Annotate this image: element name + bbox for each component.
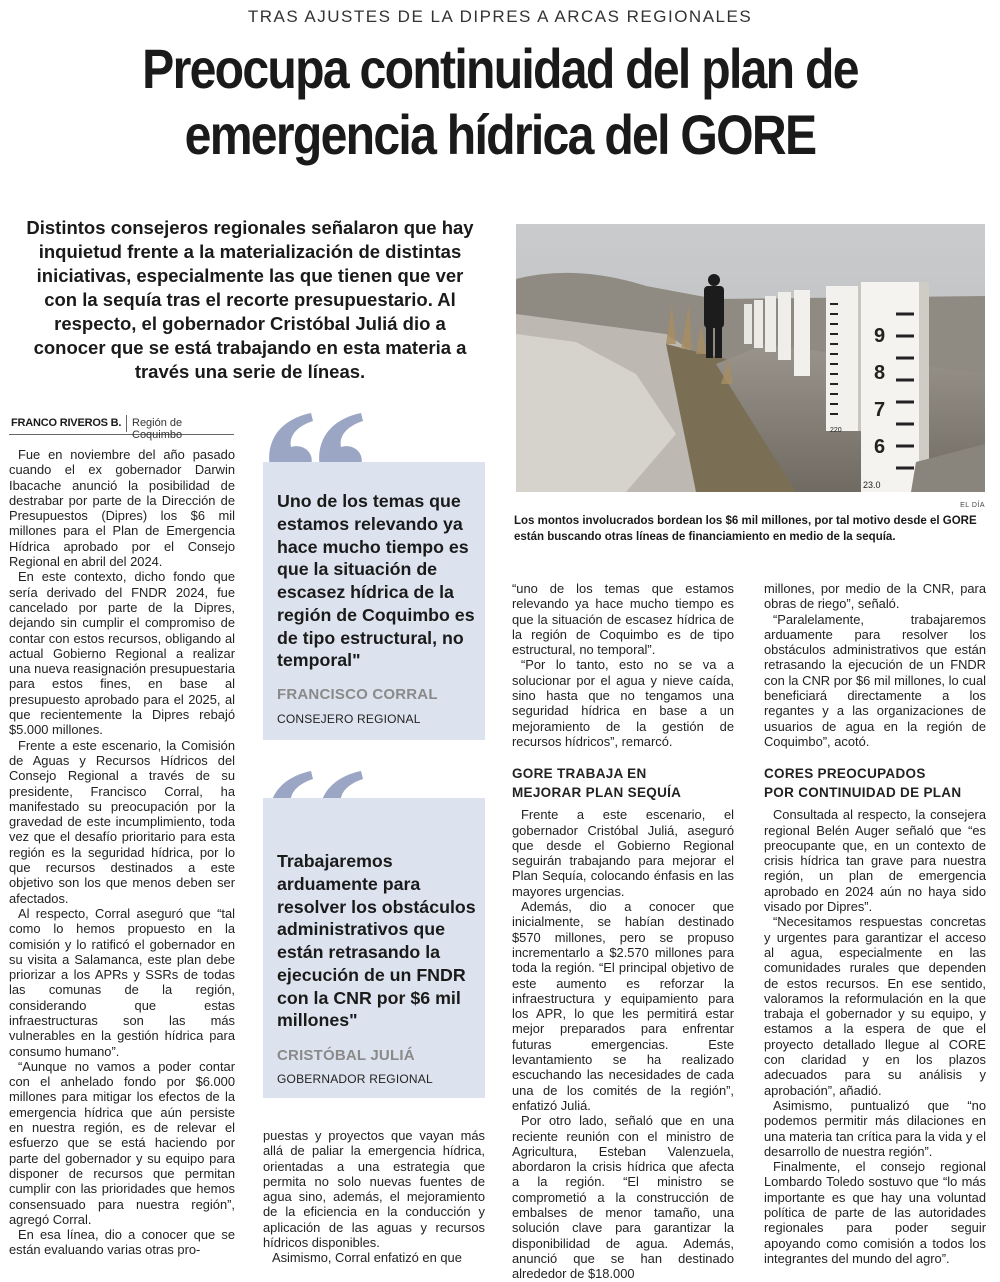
body-column-2	[263, 1128, 485, 1266]
paragraph: Frente a este escenario, el gobernador Cristóbal Juliá, aseguró que desde el Gobierno Regional seguirán trabajando para mejorar el Plan Sequía, colocando énfasis en las mayores urgencias.	[512, 807, 734, 899]
subheading-line: CORES PREOCUPADOS	[764, 766, 926, 782]
pull-quote-1	[263, 462, 485, 740]
gauge-number-9: 9	[874, 325, 886, 347]
photo-credit: EL DÍA	[960, 502, 985, 509]
kicker: TRAS AJUSTES DE LA DIPRES A ARCAS REGIONALES	[247, 7, 753, 26]
pull-quote-role: CONSEJERO REGIONAL	[277, 712, 421, 726]
paragraph: Al respecto, Corral aseguró que “tal como lo hemos propuesto en la comisión y lo ratificó el gobernador en su visita a Salamanca, este plan debe priorizar a los APRs y SSRs de todas las comunas de la región, considerando que estas infraestructuras son las más vulnerables en la gestión hídrica para consumo humano”.	[9, 905, 235, 1059]
paragraph: Por otro lado, señaló que en una reciente reunión con el ministro de Agricultura, Esteban Valenzuela, abordaron la crisis hídrica que afecta a la región. “El ministro se comprometió a la construcción de embalses de menor tamaño, una solución clave para garantizar la disponibilidad de agua. Además, anunció que se han destinado alrededor de $18.000	[512, 1113, 734, 1282]
paragraph: “uno de los temas que estamos relevando ya hace mucho tiempo es que la situación de escasez hídrica de la región de Coquimbo es de tipo estructural, no temporal”.	[512, 581, 734, 658]
byline	[9, 413, 234, 441]
byline-divider	[126, 415, 127, 432]
subheading-cores-preocupados	[764, 764, 986, 802]
pull-quote-role: GOBERNADOR REGIONAL	[277, 1072, 433, 1086]
pull-quote-name: CRISTÓBAL JULIÁ	[277, 1047, 415, 1064]
gauge-label-23: 23.0	[863, 480, 881, 490]
subheading-line: POR CONTINUIDAD DE PLAN	[764, 785, 962, 801]
paragraph: Fue en noviembre del año pasado cuando el ex gobernador Darwin Ibacache anunció la posibilidad de destrabar por parte de la Dirección de Presupuestos (Dipres) los $6 mil millones para el Plan de Emergencia Hídrica aprobado por el Consejo Regional en abril del 2024.	[9, 447, 235, 570]
gauge-number-8: 8	[874, 362, 886, 384]
pull-quote-text: Trabajaremos arduamente para resolver los obstáculos administrativos que están retrasando la ejecución de un FNDR con la CNR por $6 mil millones"	[277, 851, 476, 1031]
subheading-line: MEJORAR PLAN SEQUÍA	[512, 785, 682, 801]
paragraph: “Necesitamos respuestas concretas y urgentes para garantizar el acceso al agua, especialmente en las comunidades rurales que dependen de estos recursos. En ese sentido, valoramos la reformulación en la que trabaja el gobernador y su equipo, y estamos a la espera de que el proyecto detallado llegue al CORE con claridad y en los plazos adecuados para su análisis y aprobación”, añadió.	[764, 914, 986, 1098]
news-photo	[516, 224, 985, 492]
photo-caption: Los montos involucrados bordean los $6 mil millones, por tal motivo desde el GORE están buscando otras líneas de financiamiento en medio de la sequía.	[514, 515, 977, 543]
paragraph: “Aunque no vamos a poder contar con el anhelado fondo por $6.000 millones para mitigar los efectos de la emergencia hídrica que aún persiste en nuestra región, es de relevar el esfuerzo que se está haciendo por parte del gobernador y su equipo para disponer de recursos que permitan cumplir con las prioridades que hemos consensuado para nuestra región”, agregó Corral.	[9, 1058, 235, 1227]
headline-line-2: emergencia hídrica del GORE	[184, 103, 816, 167]
paragraph: En este contexto, dicho fondo que sería derivado del FNDR 2024, fue cancelado por parte de la Dipres, dejando sin cumplir el compromiso de contar con estos recursos, obligando al actual Gobierno Regional a realizar una nueva reasignación presupuestaria para estos fines, en base al presupuesto aprobado para el 2025, al que recientemente la Dipres rebajó $5.000 millones.	[9, 569, 235, 738]
subheading-line: GORE TRABAJA EN	[512, 766, 647, 782]
gauge-label-220: 220	[830, 427, 842, 434]
reservoir-gauges-image	[516, 224, 985, 492]
subheading-gore-trabaja	[512, 764, 734, 802]
paragraph: Consultada al respecto, la consejera regional Belén Auger señaló que “es preocupante que, en un contexto de crisis hídrica tan grave para nuestra región, un plan de emergencia aprobado en 2024 aún no haya sido visado por Dipres”.	[764, 807, 986, 915]
paragraph: Asimismo, puntualizó que “no podemos permitir más dilaciones en una materia tan crítica para la vida y el desarrollo de nuestra región”.	[764, 1097, 986, 1159]
pull-quote-2	[263, 798, 485, 1098]
paragraph: “Paralelamente, trabajaremos arduamente para resolver los obstáculos administrativos que están retrasando la ejecución de un FNDR con la CNR por $6 mil millones, lo cual beneficiará directamente a los regantes y a las organizaciones de usuarios de agua en la región de Coquimbo”, acotó.	[764, 611, 986, 749]
headline	[87, 36, 913, 168]
gauge-number-7: 7	[874, 399, 886, 421]
paragraph: Asimismo, Corral enfatizó en que	[272, 1250, 462, 1266]
paragraph: “Por lo tanto, esto no se va a solucionar por el agua y nieve caída, sino hasta que no tengamos una seguridad hídrica en base a un mejoramiento de la gestión de recursos hídricos”, remarcó.	[512, 657, 734, 749]
byline-region: Región de Coquimbo	[132, 417, 183, 441]
pull-quote-name: FRANCISCO CORRAL	[277, 686, 438, 703]
headline-line-1: Preocupa continuidad del plan de	[142, 37, 858, 100]
paragraph: puestas y proyectos que vayan más allá de paliar la emergencia hídrica, orientadas a una estrategia que permita no solo nuevas fuentes de agua sino, además, el mejoramiento de la eficiencia en la conducción y aplicación de las aguas y recursos hídricos disponibles.	[263, 1128, 485, 1251]
gauge-number-6: 6	[874, 436, 886, 458]
paragraph: Finalmente, el consejo regional Lombardo Toledo sostuvo que “lo más importante es que hay una voluntad política de parte de las autoridades regionales para poder seguir apoyando como comisión a todos los integrantes del mundo del agro”.	[764, 1159, 986, 1266]
paragraph: Además, dio a conocer que inicialmente, se habían destinado $570 millones, pero se propuso incrementarlo a $2.570 millones para toda la región. “El principal objetivo de este aumento es reforzar la infraestructura y equipamiento para los APR, lo que les permitirá estar mejor preparados para enfrentar futuras emergencias. Este levantamiento se ha realizado escuchando las necesidades de cada una de los comités de la región”, enfatizó Juliá.	[512, 899, 734, 1113]
body-column-4	[764, 581, 986, 1266]
paragraph: En esa línea, dio a conocer que se están evaluando varias otras pro-	[9, 1227, 235, 1258]
lead-paragraph: Distintos consejeros regionales señalaron que hay inquietud frente a la materialización de distintas iniciativas, especialmente las que tienen que ver con la sequía tras el recorte presupuestario. Al respecto, el gobernador Cristóbal Juliá dio a conocer que se está trabajando en esta materia a través una serie de líneas.	[26, 217, 474, 383]
byline-author: FRANCO RIVEROS B.	[11, 417, 122, 429]
pull-quote-text: Uno de los temas que estamos relevando ya hace mucho tiempo es que la situación de escasez hídrica de la región de Coquimbo es de tipo estructural, no temporal"	[277, 491, 475, 671]
body-column-3	[512, 581, 734, 1281]
body-column-1	[9, 447, 235, 1258]
paragraph: Frente a este escenario, la Comisión de Aguas y Recursos Hídricos del Consejo Regional a través de su presidente, Francisco Corral, ha manifestado su preocupación por la gravedad de este incumplimiento, toda vez que el desafío prioritario para esta región es la seguridad hídrica, por lo que recursos destinados a este objetivo son los que menos deben ser afectados.	[9, 737, 235, 906]
paragraph: millones, por medio de la CNR, para obras de riego”, señaló.	[764, 581, 986, 612]
